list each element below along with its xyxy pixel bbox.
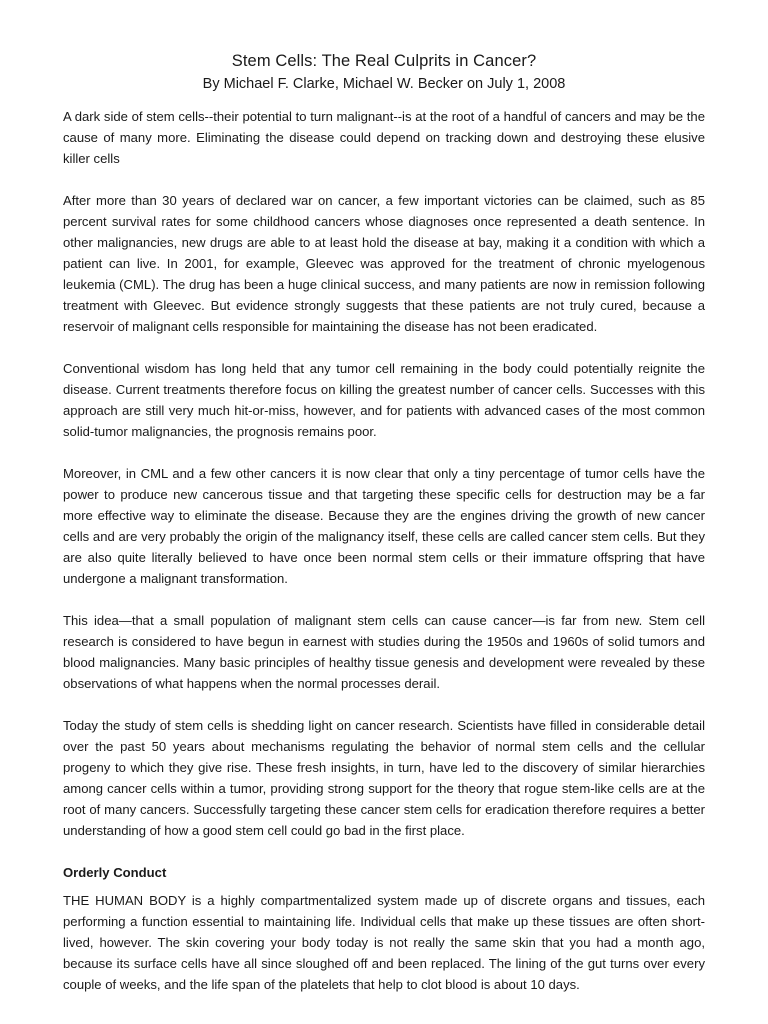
paragraph-intro: A dark side of stem cells--their potential to turn malignant--is at the root of a handful of cancers and may be the cause of many more. Eliminating the disease could depend on tracking down and destroying these elusive killer cells: [63, 109, 705, 166]
article-body: [63, 106, 705, 995]
article-title: Stem Cells: The Real Culprits in Cancer?: [231, 52, 537, 70]
section-heading: Orderly Conduct: [63, 865, 167, 880]
paragraph-history: This idea—that a small population of malignant stem cells can cause cancer—is far from new. Stem cell research is considered to have begun in earnest with studies during the 1950s and 1960s of solid tumors and blood malignancies. Many basic principles of healthy tissue genesis and development were revealed by these observations of what happens when the normal processes derail.: [63, 613, 705, 691]
paragraph-human-body: THE HUMAN BODY is a highly compartmentalized system made up of discrete organs and tissues, each performing a function essential to maintaining life. Individual cells that make up these tissues are often short-lived, however. The skin covering your body today is not really the same skin that you had a month ago, because its surface cells have all since sloughed off and been replaced. The lining of the gut turns over every couple of weeks, and the life span of the platelets that help to clot blood is about 10 days.: [63, 893, 705, 992]
paragraph-cancer-stem-cells: Moreover, in CML and a few other cancers it is now clear that only a tiny percentage of tumor cells have the power to produce new cancerous tissue and that targeting these specific cells for destruction may be a far more effective way to eliminate the disease. Because they are the engines driving the growth of new cancer cells and are very probably the origin of the malignancy itself, these cells are called cancer stem cells. But they are also quite literally believed to have once been normal stem cells or their immature offspring that have undergone a malignant transformation.: [63, 466, 705, 586]
article-header: [0, 50, 768, 95]
article-byline: By Michael F. Clarke, Michael W. Becker on July 1, 2008: [202, 76, 566, 92]
paragraph-conventional-wisdom: Conventional wisdom has long held that any tumor cell remaining in the body could potentially reignite the disease. Current treatments therefore focus on killing the greatest number of cancer cells. Successes with this approach are still very much hit-or-miss, however, and for patients with advanced cases of the most common solid-tumor malignancies, the prognosis remains poor.: [63, 361, 705, 439]
paragraph-war-on-cancer: After more than 30 years of declared war on cancer, a few important victories can be claimed, such as 85 percent survival rates for some childhood cancers whose diagnoses once represented a death sentence. In other malignancies, new drugs are able to at least hold the disease at bay, making it a condition with which a patient can live. In 2001, for example, Gleevec was approved for the treatment of chronic myelogenous leukemia (CML). The drug has been a huge clinical success, and many patients are now in remission following treatment with Gleevec. But evidence strongly suggests that these patients are not truly cured, because a reservoir of malignant cells responsible for maintaining the disease has not been eradicated.: [63, 193, 705, 334]
paragraph-today: Today the study of stem cells is shedding light on cancer research. Scientists have filled in considerable detail over the past 50 years about mechanisms regulating the behavior of normal stem cells and the cellular progeny to which they give rise. These fresh insights, in turn, have led to the discovery of similar hierarchies among cancer cells within a tumor, providing strong support for the theory that rogue stem-like cells are at the root of many cancers. Successfully targeting these cancer stem cells for eradication therefore requires a better understanding of how a good stem cell could go bad in the first place.: [63, 718, 705, 838]
